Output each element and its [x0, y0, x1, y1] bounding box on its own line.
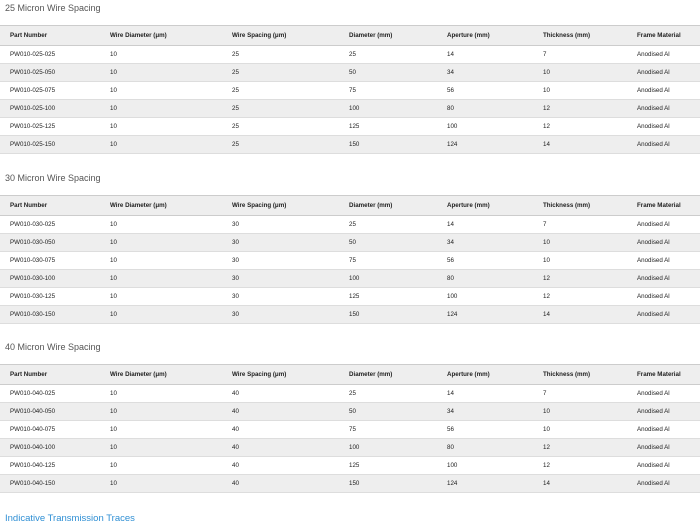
table-cell: 125 [339, 288, 437, 306]
table-cell: Anodised Al [637, 403, 700, 421]
table-cell: Anodised Al [637, 385, 700, 403]
table-cell: PW010-030-100 [0, 270, 100, 288]
table-cell: 100 [339, 270, 437, 288]
table-cell: 10 [100, 270, 222, 288]
table-row [0, 270, 700, 288]
table-cell: 10 [100, 216, 222, 234]
table-cell: Anodised Al [637, 439, 700, 457]
table-cell: 150 [339, 475, 437, 493]
table-cell: PW010-025-150 [0, 136, 100, 154]
table-cell: 40 [222, 475, 339, 493]
table-cell: 25 [222, 64, 339, 82]
table-cell: 34 [437, 64, 533, 82]
table-cell: Anodised Al [637, 234, 700, 252]
column-header: Part Number [0, 365, 100, 385]
table-cell: 40 [222, 439, 339, 457]
table-cell: 80 [437, 270, 533, 288]
table-cell: 10 [100, 100, 222, 118]
table-cell: 25 [339, 216, 437, 234]
table-cell: 25 [339, 46, 437, 64]
table-cell: 75 [339, 421, 437, 439]
column-header: Wire Spacing (μm) [222, 26, 339, 46]
table-cell: PW010-025-100 [0, 100, 100, 118]
table-cell: PW010-025-050 [0, 64, 100, 82]
table-cell: 125 [339, 118, 437, 136]
table-cell: Anodised Al [637, 288, 700, 306]
table-row [0, 216, 700, 234]
table-row [0, 403, 700, 421]
table-cell: 10 [100, 306, 222, 324]
spec-section [0, 172, 700, 324]
table-row [0, 136, 700, 154]
table-cell: 10 [533, 421, 637, 439]
table-row [0, 252, 700, 270]
table-cell: 10 [100, 288, 222, 306]
column-header: Part Number [0, 196, 100, 216]
table-cell: Anodised Al [637, 270, 700, 288]
table-cell: 10 [533, 64, 637, 82]
table-cell: Anodised Al [637, 457, 700, 475]
column-header: Diameter (mm) [339, 196, 437, 216]
table-cell: 100 [339, 439, 437, 457]
column-header: Wire Spacing (μm) [222, 196, 339, 216]
table-cell: 30 [222, 216, 339, 234]
spec-section [0, 2, 700, 154]
table-row [0, 288, 700, 306]
table-row [0, 457, 700, 475]
column-header: Thickness (mm) [533, 196, 637, 216]
spec-table [0, 364, 700, 493]
table-cell: Anodised Al [637, 100, 700, 118]
column-header: Thickness (mm) [533, 26, 637, 46]
table-cell: PW010-030-050 [0, 234, 100, 252]
table-cell: 30 [222, 234, 339, 252]
table-cell: 25 [222, 136, 339, 154]
table-cell: 100 [339, 100, 437, 118]
table-cell: PW010-040-100 [0, 439, 100, 457]
table-cell: 40 [222, 403, 339, 421]
table-cell: 10 [100, 385, 222, 403]
table-cell: 25 [222, 100, 339, 118]
column-header: Frame Material [637, 196, 700, 216]
table-cell: 12 [533, 457, 637, 475]
table-row [0, 234, 700, 252]
table-cell: PW010-025-125 [0, 118, 100, 136]
table-cell: Anodised Al [637, 216, 700, 234]
table-row [0, 82, 700, 100]
table-cell: Anodised Al [637, 64, 700, 82]
table-cell: 124 [437, 306, 533, 324]
column-header: Wire Spacing (μm) [222, 365, 339, 385]
table-cell: 10 [100, 457, 222, 475]
column-header: Thickness (mm) [533, 365, 637, 385]
table-cell: 100 [437, 288, 533, 306]
table-cell: Anodised Al [637, 421, 700, 439]
table-cell: Anodised Al [637, 118, 700, 136]
table-cell: 25 [339, 385, 437, 403]
table-cell: 12 [533, 288, 637, 306]
table-header-row [0, 365, 700, 385]
column-header: Frame Material [637, 26, 700, 46]
table-cell: PW010-030-150 [0, 306, 100, 324]
table-row [0, 385, 700, 403]
table-cell: 7 [533, 385, 637, 403]
table-cell: 10 [100, 439, 222, 457]
table-cell: 7 [533, 46, 637, 64]
table-cell: 10 [100, 46, 222, 64]
table-cell: 56 [437, 252, 533, 270]
table-cell: 50 [339, 234, 437, 252]
table-cell: 10 [100, 421, 222, 439]
table-cell: 34 [437, 234, 533, 252]
table-cell: Anodised Al [637, 475, 700, 493]
table-cell: 34 [437, 403, 533, 421]
column-header: Wire Diameter (μm) [100, 365, 222, 385]
table-row [0, 118, 700, 136]
table-cell: 10 [100, 82, 222, 100]
table-cell: 10 [100, 64, 222, 82]
table-header-row [0, 26, 700, 46]
table-cell: 12 [533, 118, 637, 136]
table-cell: 100 [437, 118, 533, 136]
table-cell: 10 [100, 252, 222, 270]
table-row [0, 421, 700, 439]
table-cell: 150 [339, 136, 437, 154]
column-header: Part Number [0, 26, 100, 46]
table-cell: PW010-040-025 [0, 385, 100, 403]
table-cell: 124 [437, 136, 533, 154]
section-title: 40 Micron Wire Spacing [5, 342, 101, 352]
column-header: Frame Material [637, 365, 700, 385]
table-row [0, 475, 700, 493]
table-cell: 125 [339, 457, 437, 475]
table-cell: 12 [533, 439, 637, 457]
spec-table [0, 195, 700, 324]
table-cell: 10 [533, 82, 637, 100]
table-cell: 10 [100, 475, 222, 493]
table-cell: 80 [437, 100, 533, 118]
table-cell: 12 [533, 270, 637, 288]
table-row [0, 306, 700, 324]
table-cell: Anodised Al [637, 82, 700, 100]
column-header: Wire Diameter (μm) [100, 26, 222, 46]
table-cell: 124 [437, 475, 533, 493]
table-cell: 14 [437, 385, 533, 403]
table-cell: 14 [533, 306, 637, 324]
column-header: Diameter (mm) [339, 365, 437, 385]
table-cell: 25 [222, 82, 339, 100]
table-cell: 50 [339, 64, 437, 82]
table-cell: 25 [222, 46, 339, 64]
table-cell: 30 [222, 306, 339, 324]
table-cell: PW010-040-125 [0, 457, 100, 475]
table-header-row [0, 196, 700, 216]
table-cell: 30 [222, 252, 339, 270]
table-cell: 14 [533, 475, 637, 493]
table-cell: 10 [533, 403, 637, 421]
table-cell: 56 [437, 82, 533, 100]
table-cell: 10 [533, 234, 637, 252]
section-title: 25 Micron Wire Spacing [5, 3, 101, 13]
table-cell: PW010-040-050 [0, 403, 100, 421]
table-cell: PW010-030-025 [0, 216, 100, 234]
table-cell: PW010-025-025 [0, 46, 100, 64]
table-cell: 30 [222, 270, 339, 288]
table-cell: PW010-025-075 [0, 82, 100, 100]
table-cell: 75 [339, 252, 437, 270]
table-cell: 56 [437, 421, 533, 439]
table-cell: Anodised Al [637, 252, 700, 270]
table-cell: 10 [100, 234, 222, 252]
table-row [0, 64, 700, 82]
table-cell: 14 [437, 216, 533, 234]
table-cell: 7 [533, 216, 637, 234]
table-row [0, 439, 700, 457]
table-cell: 10 [100, 403, 222, 421]
table-cell: 75 [339, 82, 437, 100]
table-cell: 10 [100, 136, 222, 154]
table-cell: 40 [222, 385, 339, 403]
table-cell: 40 [222, 457, 339, 475]
column-header: Aperture (mm) [437, 196, 533, 216]
table-cell: 80 [437, 439, 533, 457]
table-cell: PW010-040-150 [0, 475, 100, 493]
table-cell: Anodised Al [637, 306, 700, 324]
table-cell: 14 [437, 46, 533, 64]
table-cell: 14 [533, 136, 637, 154]
section-title: 30 Micron Wire Spacing [5, 173, 101, 183]
spec-table [0, 25, 700, 154]
table-cell: 10 [533, 252, 637, 270]
column-header: Wire Diameter (μm) [100, 196, 222, 216]
table-cell: 10 [100, 118, 222, 136]
table-cell: 40 [222, 421, 339, 439]
table-cell: 50 [339, 403, 437, 421]
table-cell: PW010-030-125 [0, 288, 100, 306]
table-cell: 150 [339, 306, 437, 324]
column-header: Aperture (mm) [437, 365, 533, 385]
table-row [0, 100, 700, 118]
transmission-traces-link[interactable]: Indicative Transmission Traces [5, 513, 135, 524]
column-header: Diameter (mm) [339, 26, 437, 46]
table-cell: PW010-030-075 [0, 252, 100, 270]
table-row [0, 46, 700, 64]
spec-section [0, 341, 700, 493]
table-cell: 30 [222, 288, 339, 306]
table-cell: Anodised Al [637, 46, 700, 64]
column-header: Aperture (mm) [437, 26, 533, 46]
table-cell: 100 [437, 457, 533, 475]
table-cell: PW010-040-075 [0, 421, 100, 439]
table-cell: Anodised Al [637, 136, 700, 154]
table-cell: 12 [533, 100, 637, 118]
table-cell: 25 [222, 118, 339, 136]
